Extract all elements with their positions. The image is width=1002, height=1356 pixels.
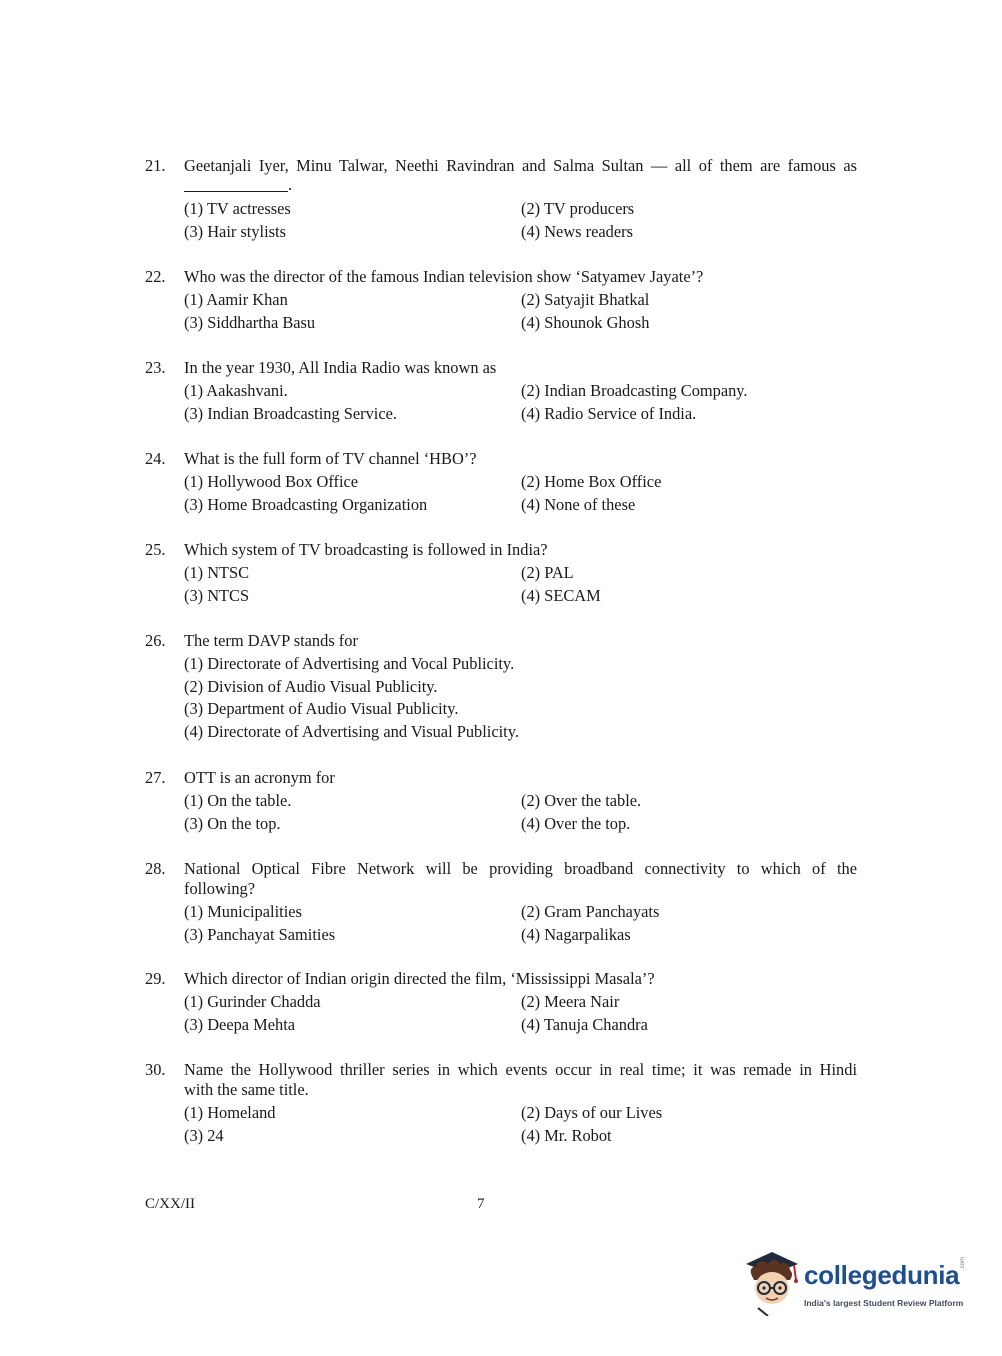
question-number: 27. [145, 768, 166, 787]
logo-domain-suffix: .com [960, 1256, 966, 1270]
option-2: (2) Division of Audio Visual Publicity. [184, 677, 438, 696]
option-1: (1) Aakashvani. [184, 381, 288, 400]
question-text-line-1: National Optical Fibre Network will be providing broadband connectivity to which of the [184, 859, 857, 878]
option-4: (4) Nagarpalikas [521, 925, 631, 944]
option-1: (1) TV actresses [184, 199, 291, 218]
question-26 [0, 629, 1002, 747]
option-2: (2) Gram Panchayats [521, 902, 660, 921]
question-25 [0, 538, 1002, 610]
collegedunia-logo [742, 1246, 972, 1316]
question-number: 29. [145, 969, 166, 988]
question-23 [0, 356, 1002, 428]
question-number: 22. [145, 267, 166, 286]
option-2: (2) Meera Nair [521, 992, 620, 1011]
option-1: (1) Aamir Khan [184, 290, 288, 309]
option-3: (3) Panchayat Samities [184, 925, 336, 944]
page-number: 7 [477, 1196, 485, 1212]
option-1: (1) Directorate of Advertising and Vocal Publicity. [184, 654, 515, 673]
option-4: (4) Shounok Ghosh [521, 313, 650, 332]
question-number: 30. [145, 1060, 166, 1079]
answer-blank [184, 191, 288, 192]
option-1: (1) On the table. [184, 791, 292, 810]
option-4: (4) Tanuja Chandra [521, 1015, 648, 1034]
option-3: (3) Deepa Mehta [184, 1015, 296, 1034]
logo-tagline: India's largest Student Review Platform [804, 1298, 964, 1308]
question-text: OTT is an acronym for [184, 768, 335, 787]
option-1: (1) Municipalities [184, 902, 302, 921]
question-text: Geetanjali Iyer, Minu Talwar, Neethi Ravindran and Salma Sultan — all of them are famous as [184, 156, 857, 175]
paper-code: C/XX/II [145, 1196, 195, 1212]
question-text: Which system of TV broadcasting is followed in India? [184, 540, 548, 559]
question-29 [0, 967, 1002, 1039]
question-text-line-2: following? [184, 879, 256, 898]
option-3: (3) Indian Broadcasting Service. [184, 404, 398, 423]
option-3: (3) On the top. [184, 814, 281, 833]
question-text: Who was the director of the famous Indian television show ‘Satyamev Jayate’? [184, 267, 704, 286]
question-text-line-1: Name the Hollywood thriller series in which events occur in real time; it was remade in Hindi [184, 1060, 857, 1079]
option-4: (4) Over the top. [521, 814, 631, 833]
question-text: In the year 1930, All India Radio was known as [184, 358, 497, 377]
option-1: (1) NTSC [184, 563, 250, 582]
option-2: (2) Over the table. [521, 791, 642, 810]
question-24 [0, 447, 1002, 519]
question-30 [0, 1058, 1002, 1150]
option-2: (2) Satyajit Bhatkal [521, 290, 650, 309]
question-text-line-2: with the same title. [184, 1080, 309, 1099]
option-4: (4) SECAM [521, 586, 601, 605]
question-number: 23. [145, 358, 166, 377]
option-2: (2) Indian Broadcasting Company. [521, 381, 748, 400]
option-3: (3) Siddhartha Basu [184, 313, 316, 332]
question-text: What is the full form of TV channel ‘HBO’? [184, 449, 477, 468]
question-27 [0, 766, 1002, 838]
question-number: 21. [145, 156, 166, 175]
option-3: (3) Department of Audio Visual Publicity. [184, 699, 459, 718]
option-3: (3) 24 [184, 1126, 224, 1145]
option-2: (2) TV producers [521, 199, 635, 218]
logo-wordmark: collegedunia [804, 1260, 960, 1290]
blank-end-period: . [288, 175, 293, 194]
option-2: (2) PAL [521, 563, 574, 582]
option-4: (4) Mr. Robot [521, 1126, 612, 1145]
question-number: 24. [145, 449, 166, 468]
question-text: Which director of Indian origin directed the film, ‘Mississippi Masala’? [184, 969, 655, 988]
option-4: (4) News readers [521, 222, 633, 241]
option-1: (1) Hollywood Box Office [184, 472, 359, 491]
option-4: (4) None of these [521, 495, 636, 514]
option-2: (2) Home Box Office [521, 472, 662, 491]
option-1: (1) Gurinder Chadda [184, 992, 321, 1011]
option-3: (3) Home Broadcasting Organization [184, 495, 428, 514]
question-number: 26. [145, 631, 166, 650]
question-text: The term DAVP stands for [184, 631, 358, 650]
question-number: 25. [145, 540, 166, 559]
question-21 [0, 154, 1002, 249]
question-number: 28. [145, 859, 166, 878]
question-28 [0, 857, 1002, 949]
option-4: (4) Radio Service of India. [521, 404, 697, 423]
option-4: (4) Directorate of Advertising and Visual Publicity. [184, 722, 519, 741]
question-22 [0, 265, 1002, 337]
option-1: (1) Homeland [184, 1103, 276, 1122]
option-2: (2) Days of our Lives [521, 1103, 663, 1122]
student-mascot-icon [742, 1246, 802, 1316]
option-3: (3) Hair stylists [184, 222, 286, 241]
option-3: (3) NTCS [184, 586, 250, 605]
